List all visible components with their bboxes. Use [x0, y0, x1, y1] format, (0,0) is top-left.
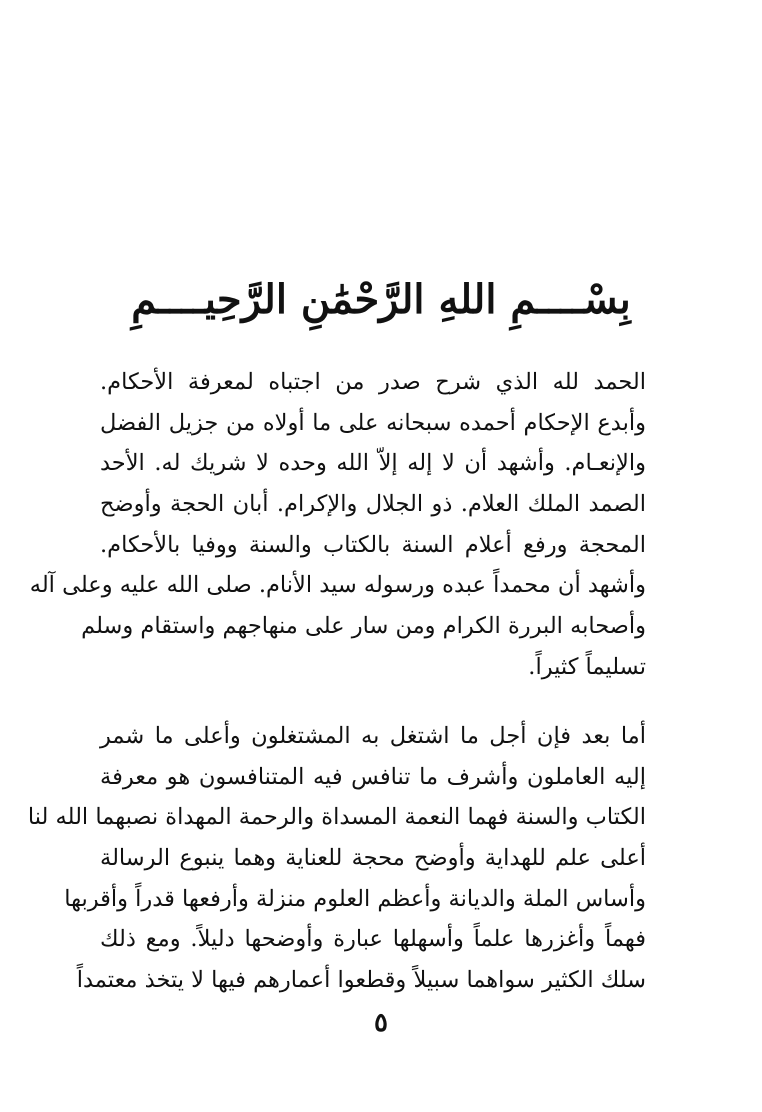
- text-line: المحجة ورفع أعلام السنة بالكتاب والسنة ووفيا بالأحكام.: [100, 531, 646, 558]
- paragraph-introduction: [27, 716, 646, 1001]
- text-line: سلك الكثير سواهما سبيلاً وقطعوا أعمارهم فيها لا يتخذ معتمداً: [76, 967, 646, 994]
- text-line: الصمد الملك العلام. ذو الجلال والإكرام. أبان الحجة وأوضح: [100, 491, 646, 518]
- text-line: وأصحابه البررة الكرام ومن سار على منهاجهم واستقام وسلم: [81, 613, 646, 640]
- text-line: وأبدع الإحكام أحمده سبحانه على ما أولاه من جزيل الفضل: [100, 409, 646, 436]
- text-line: أعلى علم للهداية وأوضح محجة للعناية وهما ينبوع الرسالة: [100, 845, 646, 872]
- text-line: أما بعد فإن أجل ما اشتغل به المشتغلون وأعلى ما شمر: [100, 723, 646, 749]
- basmala-heading: بِسْــــمِ اللهِ الرَّحْمَٰنِ الرَّحِيــــمِ: [131, 276, 631, 323]
- text-line: والإنعـام. وأشهد أن لا إله إلاّ الله وحده لا شريك له. الأحد: [100, 450, 646, 477]
- text-line: الكتاب والسنة فهما النعمة المسداة والرحمة المهداة نصبهما الله لنا: [27, 804, 646, 831]
- text-line: إليه العاملون وأشرف ما تنافس فيه المتنافسون هو معرفة: [100, 763, 646, 790]
- text-line: الحمد لله الذي شرح صدر من اجتباه لمعرفة الأحكام.: [100, 369, 646, 395]
- text-line: وأشهد أن محمداً عبده ورسوله سيد الأنام. صلى الله عليه وعلى آله: [29, 572, 646, 599]
- text-line: تسليماً كثيراً.: [528, 653, 646, 680]
- page-number: ٥: [374, 1008, 388, 1038]
- text-line: فهماً وأغزرها علماً وأسهلها عبارة وأوضحها دليلاً. ومع ذلك: [100, 926, 646, 953]
- text-line: وأساس الملة والديانة وأعظم العلوم منزلة وأرفعها قدراً وأقربها: [64, 885, 646, 912]
- paragraph-opening-praise: [29, 362, 646, 688]
